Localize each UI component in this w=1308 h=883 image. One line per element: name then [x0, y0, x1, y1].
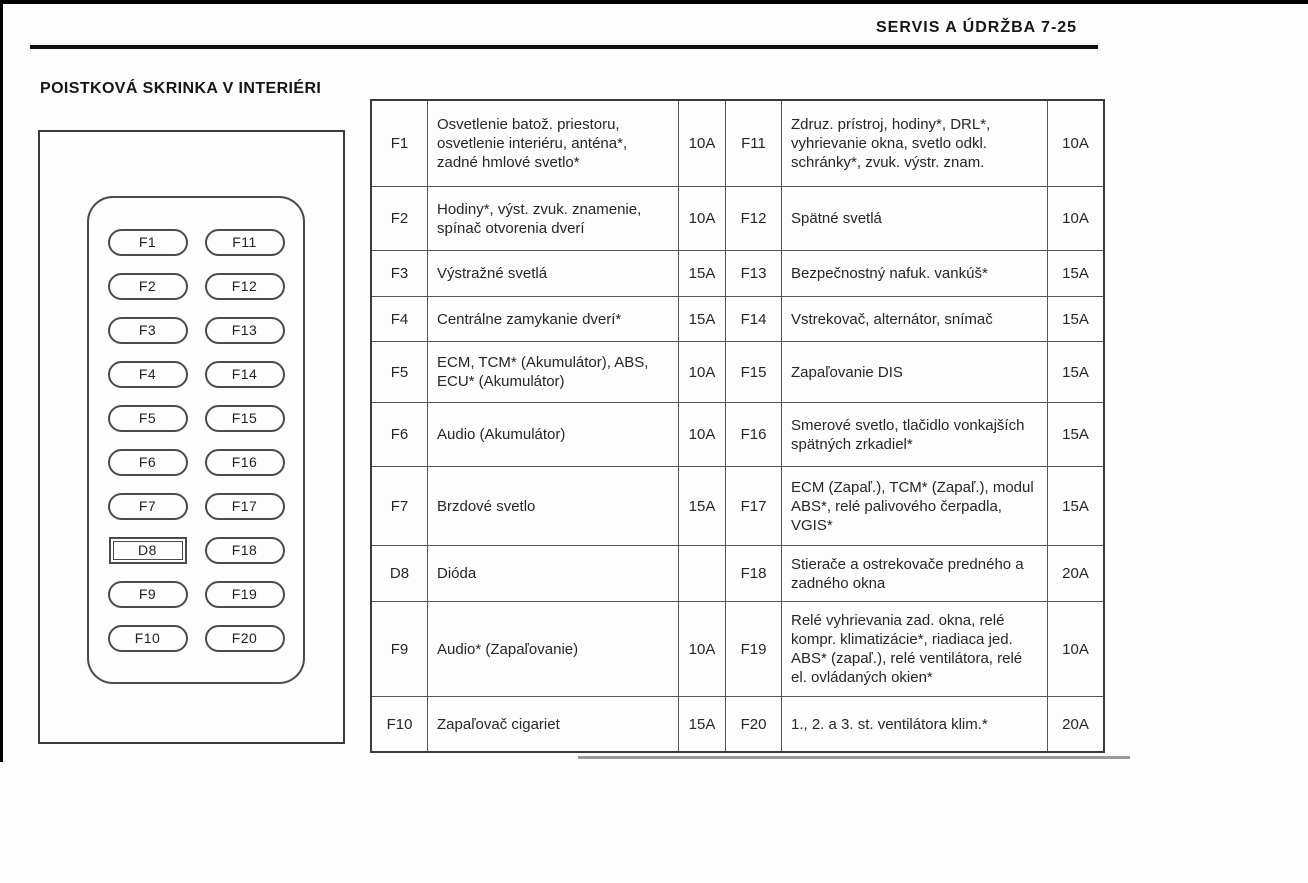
fuse-amp-cell: 10A	[679, 101, 726, 186]
fuse-desc-cell: Zapaľovač cigariet	[428, 697, 679, 751]
fuse-desc-cell: Brzdové svetlo	[428, 467, 679, 545]
fuse-label: F6	[138, 454, 157, 470]
header-rule	[30, 45, 1098, 49]
fuse-pill-f3	[108, 317, 188, 344]
page-title: POISTKOVÁ SKRINKA V INTERIÉRI	[40, 80, 322, 97]
fuse-amp-cell-right: 15A	[1062, 310, 1089, 328]
fuse-id-cell-right: F11	[726, 101, 782, 186]
fuse-amp-cell: 15A	[679, 697, 726, 751]
fuse-desc-cell: Osvetlenie batož. priestoru, osvetlenie interiéru, anténa*, zadné hmlové svetlo*	[428, 101, 679, 186]
fuse-id-cell-right: F20	[726, 697, 782, 751]
fuse-pill-f16	[205, 449, 285, 476]
fuse-id-cell: F2	[372, 187, 428, 250]
fuse-amp-cell-right: 15A	[1062, 363, 1089, 381]
fuse-desc-cell-right: Bezpečnostný nafuk. vankúš*	[782, 251, 1048, 296]
fuse-label: F18	[231, 542, 258, 558]
fuse-pill-f14	[205, 361, 285, 388]
table-row	[372, 467, 1103, 546]
fuse-pill-f9	[108, 581, 188, 608]
fuse-label: F14	[231, 366, 258, 382]
fuse-id-cell: F6	[372, 403, 428, 466]
fuse-label: F5	[138, 410, 157, 426]
diode-pill-d8	[109, 537, 187, 564]
fuse-label: F7	[138, 498, 157, 514]
fuse-pill-f19	[205, 581, 285, 608]
fuse-amp-cell: 10A	[679, 403, 726, 466]
scan-shadow-line	[578, 756, 1130, 759]
fuse-table	[370, 99, 1105, 753]
fuse-pill-f10	[108, 625, 188, 652]
fuse-id-cell: F3	[372, 251, 428, 296]
fuse-amp-cell: 15A	[679, 467, 726, 545]
fuse-id-cell-right: F15	[726, 342, 782, 402]
fuse-amp-cell-right: 10A	[1062, 640, 1089, 658]
fuse-label: F1	[138, 234, 157, 250]
fuse-desc-cell: Hodiny*, výst. zvuk. znamenie, spínač otvorenia dverí	[428, 187, 679, 250]
fuse-label: F10	[134, 630, 161, 646]
fuse-desc-cell: Výstražné svetlá	[428, 251, 679, 296]
fuse-desc-cell-right: Vstrekovač, alternátor, snímač	[782, 297, 1048, 341]
fuse-amp-cell: 10A	[679, 342, 726, 402]
fuse-id-cell: F1	[372, 101, 428, 186]
fuse-amp-cell: 10A	[679, 602, 726, 696]
fuse-pill-f11	[205, 229, 285, 256]
fuse-id-cell-right: F16	[726, 403, 782, 466]
fuse-pill-f17	[205, 493, 285, 520]
table-row	[372, 297, 1103, 342]
fuse-pill-f5	[108, 405, 188, 432]
fuse-desc-cell: Audio (Akumulátor)	[428, 403, 679, 466]
fuse-pill-f4	[108, 361, 188, 388]
fuse-pill-f1	[108, 229, 188, 256]
table-row	[372, 187, 1103, 251]
fuse-desc-cell-right: 1., 2. a 3. st. ventilátora klim.*	[782, 697, 1048, 751]
fuse-pill-f20	[205, 625, 285, 652]
fuse-label: D8	[113, 541, 183, 560]
fuse-label: F20	[231, 630, 258, 646]
fuse-amp-cell-right: 15A	[1062, 265, 1089, 282]
fuse-id-cell-right: F12	[726, 187, 782, 250]
fuse-desc-cell: Centrálne zamykanie dverí*	[428, 297, 679, 341]
table-row	[372, 403, 1103, 467]
fuse-pill-f18	[205, 537, 285, 564]
fuse-id-cell: F5	[372, 342, 428, 402]
scan-edge-top	[0, 0, 1308, 4]
fuse-amp-cell	[679, 546, 726, 601]
fuse-id-cell-right: F17	[726, 467, 782, 545]
fuse-amp-cell-right: 15A	[1062, 426, 1089, 443]
fuse-id-cell: D8	[372, 546, 428, 601]
fuse-desc-cell-right: Spätné svetlá	[782, 187, 1048, 250]
fuse-label: F15	[231, 410, 258, 426]
fuse-label: F11	[232, 234, 257, 250]
fusebox-panel	[87, 196, 305, 684]
fuse-desc-cell: Dióda	[428, 546, 679, 601]
fuse-label: F19	[231, 586, 258, 602]
fusebox-diagram	[38, 130, 345, 744]
fuse-id-cell-right: F13	[726, 251, 782, 296]
fuse-desc-cell-right: Stierače a ostrekovače predného a zadného okna	[782, 546, 1048, 601]
fuse-desc-cell-right: Zapaľovanie DIS	[782, 342, 1048, 402]
fuse-pill-f12	[205, 273, 285, 300]
fuse-id-cell-right: F14	[726, 297, 782, 341]
fuse-desc-cell-right: Smerové svetlo, tlačidlo vonkajších spätných zrkadiel*	[782, 403, 1048, 466]
fuse-amp-cell-right: 15A	[1062, 497, 1089, 515]
fuse-amp-cell: 10A	[679, 187, 726, 250]
fuse-desc-cell-right: Relé vyhrievania zad. okna, relé kompr. klimatizácie*, riadiaca jed. ABS* (zapaľ.), relé ventilátora, relé el. ovládaných okien*	[782, 602, 1048, 696]
fuse-amp-cell-right: 20A	[1062, 565, 1089, 582]
fuse-pill-f15	[205, 405, 285, 432]
fuse-id-cell: F7	[372, 467, 428, 545]
table-row	[372, 251, 1103, 297]
fuse-amp-cell-right: 10A	[1062, 135, 1089, 152]
fuse-amp-cell-right: 20A	[1062, 715, 1089, 733]
fuse-id-cell-right: F19	[726, 602, 782, 696]
fuse-label: F17	[231, 498, 258, 514]
fuse-id-cell: F10	[372, 697, 428, 751]
fuse-id-cell-right: F18	[726, 546, 782, 601]
fuse-desc-cell: Audio* (Zapaľovanie)	[428, 602, 679, 696]
fuse-label: F12	[231, 278, 258, 294]
fuse-label: F3	[138, 322, 157, 338]
fuse-label: F4	[138, 366, 157, 382]
fuse-amp-cell: 15A	[679, 251, 726, 296]
fuse-desc-cell: ECM, TCM* (Akumulátor), ABS, ECU* (Akumulátor)	[428, 342, 679, 402]
table-row	[372, 602, 1103, 697]
fuse-amp-cell: 15A	[679, 297, 726, 341]
fuse-desc-cell-right: Zdruz. prístroj, hodiny*, DRL*, vyhrievanie okna, svetlo odkl. schránky*, zvuk. výstr. znam.	[782, 101, 1048, 186]
table-row	[372, 697, 1103, 751]
table-row	[372, 342, 1103, 403]
fuse-label: F2	[138, 278, 157, 294]
scan-edge-left	[0, 0, 3, 762]
fuse-amp-cell-right: 10A	[1062, 210, 1089, 227]
fuse-label: F9	[138, 586, 157, 602]
table-row	[372, 101, 1103, 187]
fuse-id-cell: F4	[372, 297, 428, 341]
fuse-pill-f13	[205, 317, 285, 344]
fuse-label: F16	[231, 454, 258, 470]
fuse-desc-cell-right: ECM (Zapaľ.), TCM* (Zapaľ.), modul ABS*, relé palivového čerpadla, VGIS*	[782, 467, 1048, 545]
fuse-id-cell: F9	[372, 602, 428, 696]
fuse-pill-f7	[108, 493, 188, 520]
fuse-pill-f6	[108, 449, 188, 476]
fuse-pill-f2	[108, 273, 188, 300]
fuse-label: F13	[231, 322, 258, 338]
table-row	[372, 546, 1103, 602]
page-header: SERVIS A ÚDRŽBA 7-25	[876, 19, 1078, 36]
